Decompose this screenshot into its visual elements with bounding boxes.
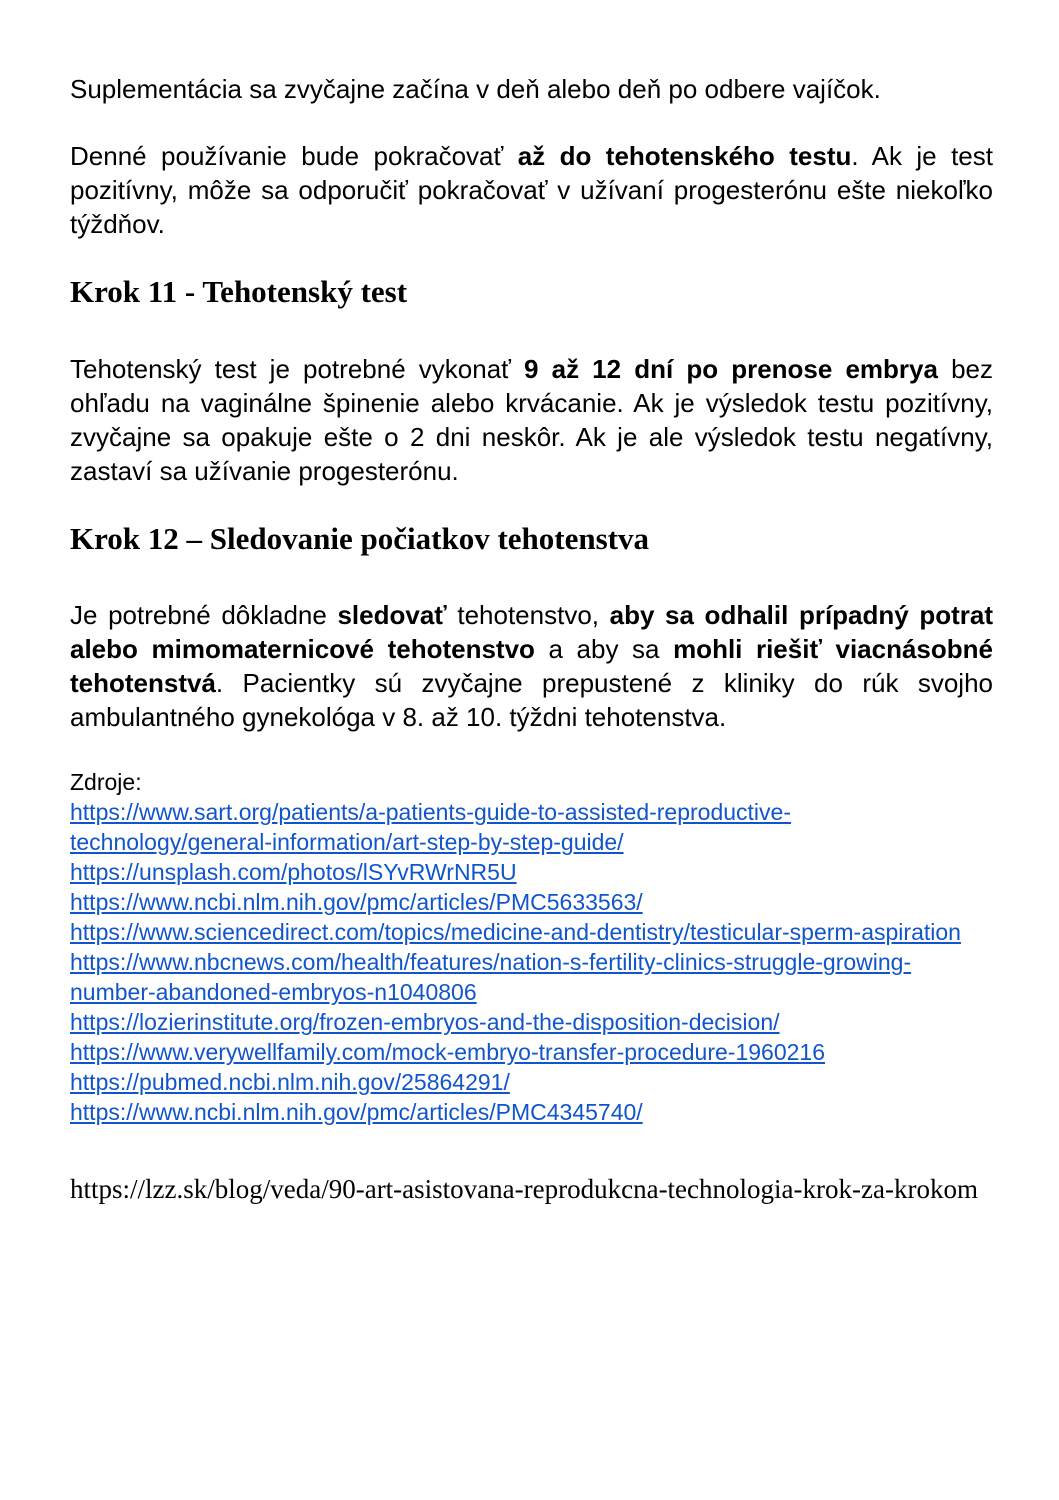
sources-section (70, 767, 993, 1127)
text-segment: Suplementácia sa zvyčajne začína v deň alebo deň po odbere vajíčok. (70, 74, 881, 104)
sources-label: Zdroje: (70, 769, 142, 796)
text-segment: aby sa odhalil prípadný potrat alebo mimomaternicové tehotenstvo (70, 600, 993, 665)
source-link-lozierinstitute[interactable]: https://lozierinstitute.org/frozen-embryos-and-the-disposition-decision/ (70, 1009, 780, 1036)
text-segment: tehotenstvo, (446, 600, 610, 631)
source-link-ncbi-pmc5633563[interactable]: https://www.ncbi.nlm.nih.gov/pmc/articles/PMC5633563/ (70, 889, 643, 916)
paragraph-daily-use (70, 139, 993, 241)
text-segment: 9 až 12 dní po prenose embrya (524, 353, 938, 384)
text-segment: Je potrebné dôkladne (70, 600, 338, 631)
text-segment: až do tehotenského testu (517, 141, 852, 171)
source-link-ncbi-pmc4345740[interactable]: https://www.ncbi.nlm.nih.gov/pmc/articles/PMC4345740/ (70, 1099, 643, 1126)
heading-krok-11: Krok 11 - Tehotenský test (70, 274, 408, 309)
footer-source-url: https://lzz.sk/blog/veda/90-art-asistovana-reprodukcna-technologia-krok-za-krokom (70, 1174, 978, 1205)
text-segment: . Pacientky sú zvyčajne prepustené z kliniky do rúk svojho ambulantného gynekológa v 8. až 10. týždni tehotenstva. (70, 668, 993, 733)
text-segment: . Ak je test pozitívny, môže sa odporučiť pokračovať v užívaní progesterónu ešte niekoľko týždňov. (70, 141, 993, 239)
source-link-pubmed[interactable]: https://pubmed.ncbi.nlm.nih.gov/25864291/ (70, 1069, 510, 1096)
text-segment: Denné používanie bude pokračovať (70, 141, 518, 171)
source-link-unsplash[interactable]: https://unsplash.com/photos/lSYvRWrNR5U (70, 859, 517, 886)
source-link-nbcnews[interactable]: https://www.nbcnews.com/health/features/nation-s-fertility-clinics-struggle-growing-number-abandoned-embryos-n1040806 (70, 949, 912, 1006)
paragraph-supplementation (70, 72, 993, 106)
text-segment: a aby sa (534, 634, 674, 665)
text-segment: bez ohľadu na vaginálne špinenie alebo krvácanie. Ak je výsledok testu pozitívny, zvyčajne sa opakuje ešte o 2 dni neskôr. Ak je ale výsledok testu negatívny, zastaví sa užívanie progesterónu. (70, 353, 994, 486)
paragraph-pregnancy-test (70, 352, 993, 488)
text-segment: Tehotenský test je potrebné vykonať (70, 353, 525, 384)
source-link-verywellfamily[interactable]: https://www.verywellfamily.com/mock-embryo-transfer-procedure-1960216 (70, 1039, 826, 1066)
text-segment: sledovať (337, 600, 447, 631)
source-link-sciencedirect[interactable]: https://www.sciencedirect.com/topics/medicine-and-dentistry/testicular-sperm-aspiration (70, 919, 961, 946)
paragraph-early-pregnancy-monitoring (70, 598, 993, 734)
source-link-sart[interactable]: https://www.sart.org/patients/a-patients-guide-to-assisted-reproductive-technology/general-information/art-step-by-step-guide/ (70, 799, 791, 856)
text-segment: mohli riešiť viacnásobné tehotenstvá (70, 634, 993, 699)
heading-krok-12: Krok 12 – Sledovanie počiatkov tehotenstva (70, 520, 649, 556)
